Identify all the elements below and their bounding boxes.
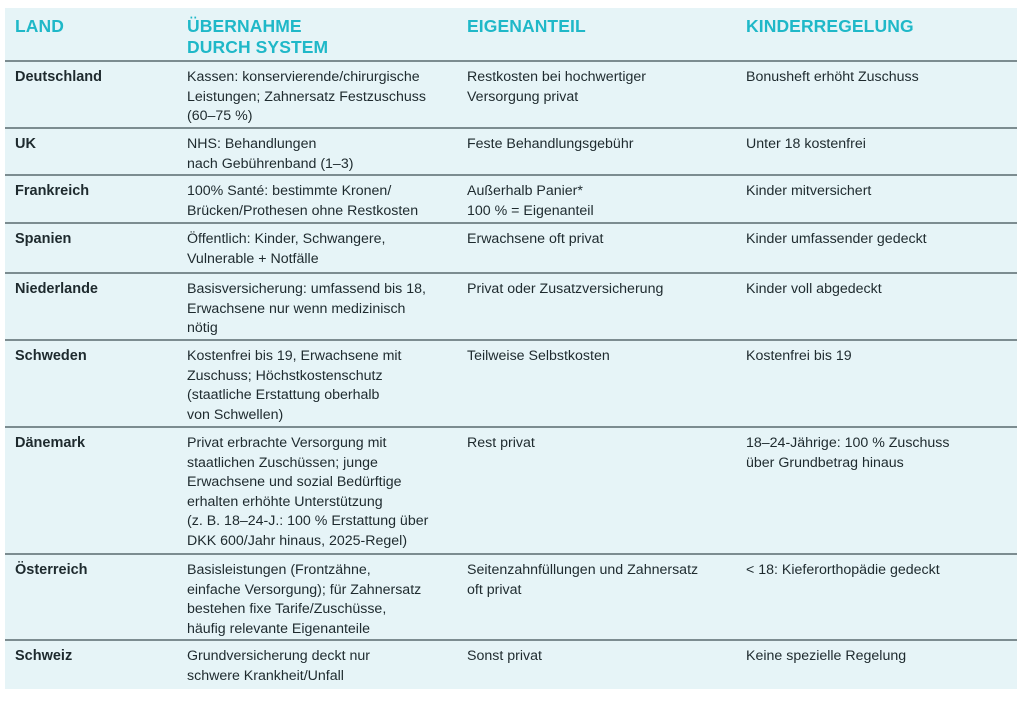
cell-uebernahme-line: Erwachsene und sozial Bedürftige — [187, 474, 402, 490]
table-row — [5, 61, 1017, 128]
cell-land — [5, 640, 180, 689]
cell-uebernahme-line: Kostenfrei bis 19, Erwachsene mit — [187, 348, 402, 364]
cell-uebernahme — [180, 61, 460, 128]
cell-land — [5, 427, 180, 554]
cell-land — [5, 128, 180, 175]
cell-kinderregelung-line: Bonusheft erhöht Zuschuss — [746, 69, 919, 85]
cell-eigenanteil — [460, 273, 739, 340]
cell-uebernahme-line: nach Gebührenband (1–3) — [187, 155, 354, 172]
cell-uebernahme-line: Privat erbrachte Versorgung mit — [187, 435, 387, 451]
table-row — [5, 340, 1017, 427]
header-uebernahme — [180, 8, 460, 61]
cell-land — [5, 175, 180, 223]
header-kinderregelung — [739, 8, 1017, 61]
cell-uebernahme-line: schwere Krankheit/Unfall — [187, 667, 344, 684]
country-name: Niederlande — [15, 281, 98, 297]
header-uebernahme-line1: ÜBERNAHME — [187, 16, 302, 36]
cell-eigenanteil-line: Seitenzahnfüllungen und Zahnersatz — [467, 562, 699, 578]
cell-kinderregelung — [739, 640, 1017, 689]
cell-uebernahme-line: von Schwellen) — [187, 406, 284, 423]
cell-kinderregelung-line: Kinder voll abgedeckt — [746, 281, 882, 297]
table-row — [5, 128, 1017, 175]
cell-kinderregelung — [739, 340, 1017, 427]
cell-uebernahme-line: (z. B. 18–24-J.: 100 % Erstattung über — [187, 513, 429, 529]
cell-uebernahme-line: Zuschuss; Höchstkostenschutz — [187, 367, 383, 384]
dental-coverage-table-container — [5, 8, 1017, 689]
cell-eigenanteil-line: Restkosten bei hochwertiger — [467, 69, 647, 85]
cell-uebernahme — [180, 640, 460, 689]
cell-kinderregelung-line: über Grundbetrag hinaus — [746, 454, 904, 471]
cell-land — [5, 554, 180, 640]
cell-kinderregelung — [739, 273, 1017, 340]
cell-uebernahme-line: häufig relevante Eigenanteile — [187, 620, 370, 637]
cell-eigenanteil — [460, 175, 739, 223]
cell-eigenanteil — [460, 223, 739, 273]
cell-kinderregelung-line: Kinder mitversichert — [746, 183, 872, 199]
cell-uebernahme-line: einfache Versorgung); für Zahnersatz — [187, 581, 422, 598]
cell-eigenanteil — [460, 61, 739, 128]
cell-land — [5, 61, 180, 128]
cell-kinderregelung-line: < 18: Kieferorthopädie gedeckt — [746, 562, 940, 578]
table-row — [5, 223, 1017, 273]
cell-uebernahme-line: nötig — [187, 320, 218, 336]
cell-eigenanteil-line: oft privat — [467, 581, 522, 598]
cell-kinderregelung — [739, 175, 1017, 223]
header-eigenanteil — [460, 8, 739, 61]
table-row — [5, 427, 1017, 554]
cell-eigenanteil — [460, 427, 739, 554]
cell-eigenanteil — [460, 640, 739, 689]
cell-uebernahme-line: Öffentlich: Kinder, Schwangere, — [187, 231, 386, 247]
table-row — [5, 554, 1017, 640]
cell-kinderregelung — [739, 554, 1017, 640]
cell-uebernahme-line: staatlichen Zuschüssen; junge — [187, 454, 378, 471]
cell-uebernahme-line: (staatliche Erstattung oberhalb — [187, 387, 380, 403]
cell-kinderregelung-line: Kinder umfassender gedeckt — [746, 231, 927, 247]
cell-kinderregelung — [739, 427, 1017, 554]
cell-eigenanteil-line: Versorgung privat — [467, 88, 579, 105]
cell-land — [5, 340, 180, 427]
cell-uebernahme-line: erhalten erhöhte Unterstützung — [187, 493, 383, 510]
cell-kinderregelung — [739, 128, 1017, 175]
cell-uebernahme-line: Basisversicherung: umfassend bis 18, — [187, 281, 426, 297]
cell-uebernahme — [180, 128, 460, 175]
country-name: UK — [15, 136, 36, 152]
cell-eigenanteil-line: Rest privat — [467, 435, 535, 451]
cell-eigenanteil-line: Feste Behandlungsgebühr — [467, 136, 634, 152]
cell-uebernahme — [180, 223, 460, 273]
cell-kinderregelung-line: Keine spezielle Regelung — [746, 648, 907, 664]
header-kinderregelung-label: KINDERREGELUNG — [746, 16, 914, 36]
country-name: Deutschland — [15, 69, 103, 85]
cell-eigenanteil — [460, 128, 739, 175]
country-name: Schweden — [15, 348, 87, 364]
country-name: Spanien — [15, 231, 72, 247]
cell-eigenanteil-line: Teilweise Selbstkosten — [467, 348, 610, 364]
country-name: Dänemark — [15, 435, 86, 451]
cell-kinderregelung — [739, 223, 1017, 273]
cell-uebernahme-line: bestehen fixe Tarife/Zuschüsse, — [187, 601, 387, 617]
cell-uebernahme — [180, 427, 460, 554]
cell-uebernahme — [180, 554, 460, 640]
table-row — [5, 175, 1017, 223]
cell-kinderregelung-line: Unter 18 kostenfrei — [746, 136, 866, 152]
cell-uebernahme-line: Leistungen; Zahnersatz Festzuschuss — [187, 88, 426, 105]
cell-uebernahme-line: Basisleistungen (Frontzähne, — [187, 562, 371, 578]
cell-eigenanteil-line: Privat oder Zusatzversicherung — [467, 281, 664, 297]
table-row — [5, 640, 1017, 689]
cell-uebernahme-line: Grundversicherung deckt nur — [187, 648, 370, 664]
cell-kinderregelung — [739, 61, 1017, 128]
cell-uebernahme-line: NHS: Behandlungen — [187, 136, 317, 152]
cell-kinderregelung-line: Kostenfrei bis 19 — [746, 348, 852, 364]
country-name: Frankreich — [15, 183, 90, 199]
dental-coverage-table — [5, 8, 1017, 689]
cell-uebernahme-line: 100% Santé: bestimmte Kronen/ — [187, 183, 392, 199]
cell-uebernahme-line: (60–75 %) — [187, 108, 253, 124]
table-row — [5, 273, 1017, 340]
cell-land — [5, 223, 180, 273]
cell-uebernahme-line: DKK 600/Jahr hinaus, 2025-Regel) — [187, 532, 408, 549]
cell-uebernahme-line: Vulnerable + Notfälle — [187, 250, 319, 267]
cell-eigenanteil-line: Außerhalb Panier* — [467, 183, 583, 199]
header-land — [5, 8, 180, 61]
header-uebernahme-line2: DURCH SYSTEM — [187, 37, 329, 57]
cell-eigenanteil-line: Sonst privat — [467, 648, 542, 664]
header-land-label: LAND — [15, 16, 65, 36]
cell-eigenanteil — [460, 554, 739, 640]
cell-uebernahme-line: Erwachsene nur wenn medizinisch — [187, 300, 406, 317]
country-name: Schweiz — [15, 648, 73, 664]
cell-uebernahme — [180, 273, 460, 340]
cell-uebernahme-line: Kassen: konservierende/chirurgische — [187, 69, 420, 85]
cell-eigenanteil-line: Erwachsene oft privat — [467, 231, 604, 247]
cell-eigenanteil — [460, 340, 739, 427]
cell-eigenanteil-line: 100 % = Eigenanteil — [467, 202, 594, 219]
cell-kinderregelung-line: 18–24-Jährige: 100 % Zuschuss — [746, 435, 950, 451]
header-row — [5, 8, 1017, 61]
cell-uebernahme-line: Brücken/Prothesen ohne Restkosten — [187, 202, 419, 219]
cell-land — [5, 273, 180, 340]
country-name: Österreich — [15, 562, 88, 578]
cell-uebernahme — [180, 340, 460, 427]
header-eigenanteil-label: EIGENANTEIL — [467, 16, 586, 36]
cell-uebernahme — [180, 175, 460, 223]
